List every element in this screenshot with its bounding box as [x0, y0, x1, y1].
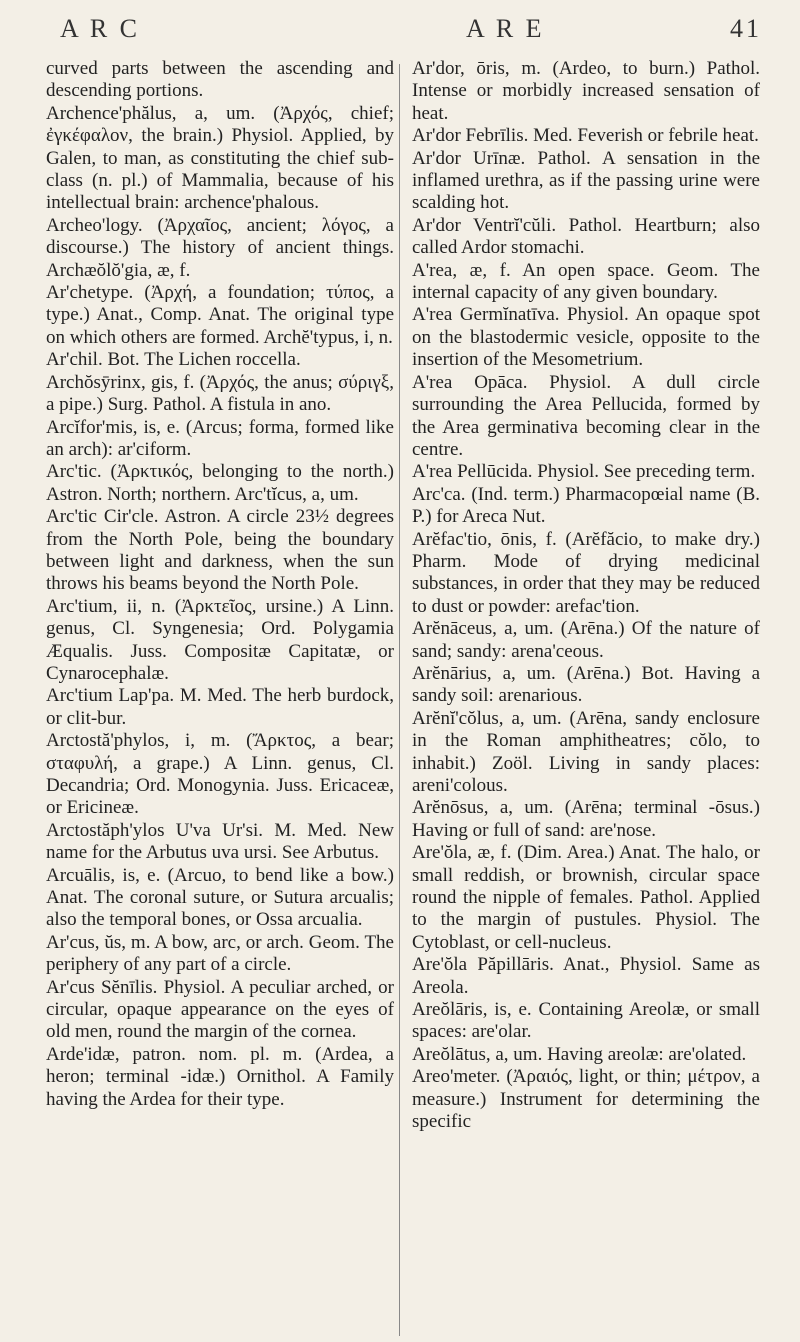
entry-area-germinativa: A'rea Germĭnatīva. Physiol. An opaque spot on the blastodermic vesicle, opposite to the insertion of the Mesometrium. [412, 304, 760, 371]
entry-archeology: Archeo'logy. (Ἀρχαῖος, ancient; λόγος, a discourse.) The history of ancient things. Archæŏlŏ'gia, æ, f. [46, 214, 394, 281]
entry-arctium-lappa: Arc'tium Lap'pa. M. Med. The herb burdock, or clit-bur. [46, 685, 394, 729]
running-header [46, 14, 762, 54]
page-number: 41 [730, 14, 762, 43]
entry-arefactio: Arĕfac'tio, ōnis, f. (Arĕfăcio, to make dry.) Pharm. Mode of drying medicinal substances, in order that they may be reduced to dust or powder: arefac'tion. [412, 528, 760, 617]
entry-ardor: Ar'dor, ōris, m. (Ardeo, to burn.) Pathol. Intense or morbidly increased sensation of heat. [412, 58, 760, 124]
entry-arctium: Arc'tium, ii, n. (Ἀρκτεῖος, ursine.) A Linn. genus, Cl. Syngenesia; Ord. Polygamia Æqualis. Juss. Compositæ Capitatæ, or Cynarocephalæ. [46, 595, 394, 684]
entry-arenarius: Arĕnārius, a, um. (Arēna.) Bot. Having a sandy soil: arenarious. [412, 662, 760, 707]
entry-ardor-ventriculi: Ar'dor Ventrĭ'cŭli. Pathol. Heartburn; also called Ardor stomachi. [412, 214, 760, 259]
entry-areometer: Areo'meter. (Ἀραιός, light, or thin; μέτρον, a measure.) Instrument for determining the specific [412, 1066, 760, 1133]
entry-ardeidae: Arde'idæ, patron. nom. pl. m. (Ardea, a heron; terminal -idæ.) Ornithol. A Family having the Ardea for their type. [46, 1043, 394, 1110]
entry-ardor-urinae: Ar'dor Urīnæ. Pathol. A sensation in the inflamed urethra, as if the passing urine were scalding hot. [412, 147, 760, 214]
entry-archil: Ar'chil. Bot. The Lichen roccella. [46, 349, 301, 371]
entry-archosyrinx: Archŏsȳrinx, gis, f. (Ἀρχός, the anus; σύριγξ, a pipe.) Surg. Pathol. A fistula in ano. [46, 371, 394, 416]
entry-arcus: Ar'cus, ŭs, m. A bow, arc, or arch. Geom. The periphery of any part of a circle. [46, 931, 394, 976]
right-column [412, 58, 760, 1134]
entry-areola-papillaris: Are'ŏla Păpillāris. Anat., Physiol. Same as Areola. [412, 954, 760, 998]
entry-area-opaca: A'rea Opāca. Physiol. A dull circle surrounding the Area Pellucida, formed by the Area germinativa becoming clear in the centre. [412, 371, 760, 460]
entry-arenosus: Arĕnōsus, a, um. (Arēna; terminal -ōsus.) Having or full of sand: are'nose. [412, 797, 760, 841]
entry-arcus-senilis: Ar'cus Sĕnīlis. Physiol. A peculiar arched, or circular, opaque appearance on the eyes of old men, round the margin of the cornea. [46, 976, 394, 1043]
entry-arenaceus: Arĕnāceus, a, um. (Arēna.) Of the nature of sand; sandy: arena'ceous. [412, 618, 760, 662]
left-column [46, 58, 394, 1111]
header-right-guide: A R E [466, 14, 545, 43]
entry-arctostaphylos-uva-ursi: Arctostăph'ylos U'va Ur'si. M. Med. New name for the Arbutus uva ursi. See Arbutus. [46, 819, 394, 864]
entry-arctostaphylos: Arctostă'phylos, i, m. (Ἄρκτος, a bear; σταφυλή, a grape.) A Linn. genus, Cl. Decandria; Ord. Monogynia. Juss. Ericaceæ, or Ericineæ. [46, 730, 394, 819]
column-divider [399, 64, 400, 1336]
entry-arciformis: Arcĭfor'mis, is, e. (Arcus; forma, formed like an arch): ar'ciform. [46, 416, 394, 460]
entry-areolatus: Areŏlātus, a, um. Having areolæ: are'olated. [412, 1043, 747, 1065]
entry-continuation: curved parts between the ascending and descending portions. [46, 58, 394, 102]
entry-arenicolus: Arĕnĭ'cŏlus, a, um. (Arēna, sandy enclosure in the Roman amphitheatres; cŏlo, to inhabit.) Zoöl. Living in sandy places: areni'colous. [412, 707, 760, 796]
entry-arcualis: Arcuālis, is, e. (Arcuo, to bend like a bow.) Anat. The coronal suture, or Sutura arcualis; also the temporal bones, or Ossa arcualia. [46, 864, 394, 931]
entry-area-pellucida: A'rea Pellūcida. Physiol. See preceding term. [412, 461, 756, 483]
entry-arctic: Arc'tic. (Ἀρκτικός, belonging to the north.) Astron. North; northern. Arc'tĭcus, a, um. [46, 461, 394, 505]
entry-areola: Are'ŏla, æ, f. (Dim. Area.) Anat. The halo, or small reddish, or brownish, circular space round the nipple of females. Pathol. Applied to the margin of pustules. Physiol. The Cytoblast, or cell-nucleus. [412, 842, 760, 953]
entry-ardor-febrilis: Ar'dor Febrīlis. Med. Feverish or febrile heat. [412, 125, 759, 147]
entry-archetype: Ar'chetype. (Ἀρχή, a foundation; τύπος, a type.) Anat., Comp. Anat. The original type on which others are formed. Archĕ'typus, i, n. [46, 282, 394, 348]
entry-arctic-circle: Arc'tic Cir'cle. Astron. A circle 23½ degrees from the North Pole, being the boundary between light and darkness, when the sun throws his beams beyond the North Pole. [46, 506, 394, 595]
entry-area: A'rea, æ, f. An open space. Geom. The internal capacity of any given boundary. [412, 259, 760, 304]
entry-areca: Arc'ca. (Ind. term.) Pharmacopœial name (B. P.) for Areca Nut. [412, 483, 760, 528]
entry-archencephalus: Archence'phălus, a, um. (Ἀρχός, chief; ἐγκέφαλον, the brain.) Physiol. Applied, by Galen, to man, as constituting the chief sub-class (n. pl.) of Mammalia, because of his intellectual brain: archence'phalous. [46, 102, 394, 214]
header-left-guide: A R C [60, 14, 141, 43]
entry-areolaris: Areŏlāris, is, e. Containing Areolæ, or small spaces: are'olar. [412, 999, 760, 1043]
